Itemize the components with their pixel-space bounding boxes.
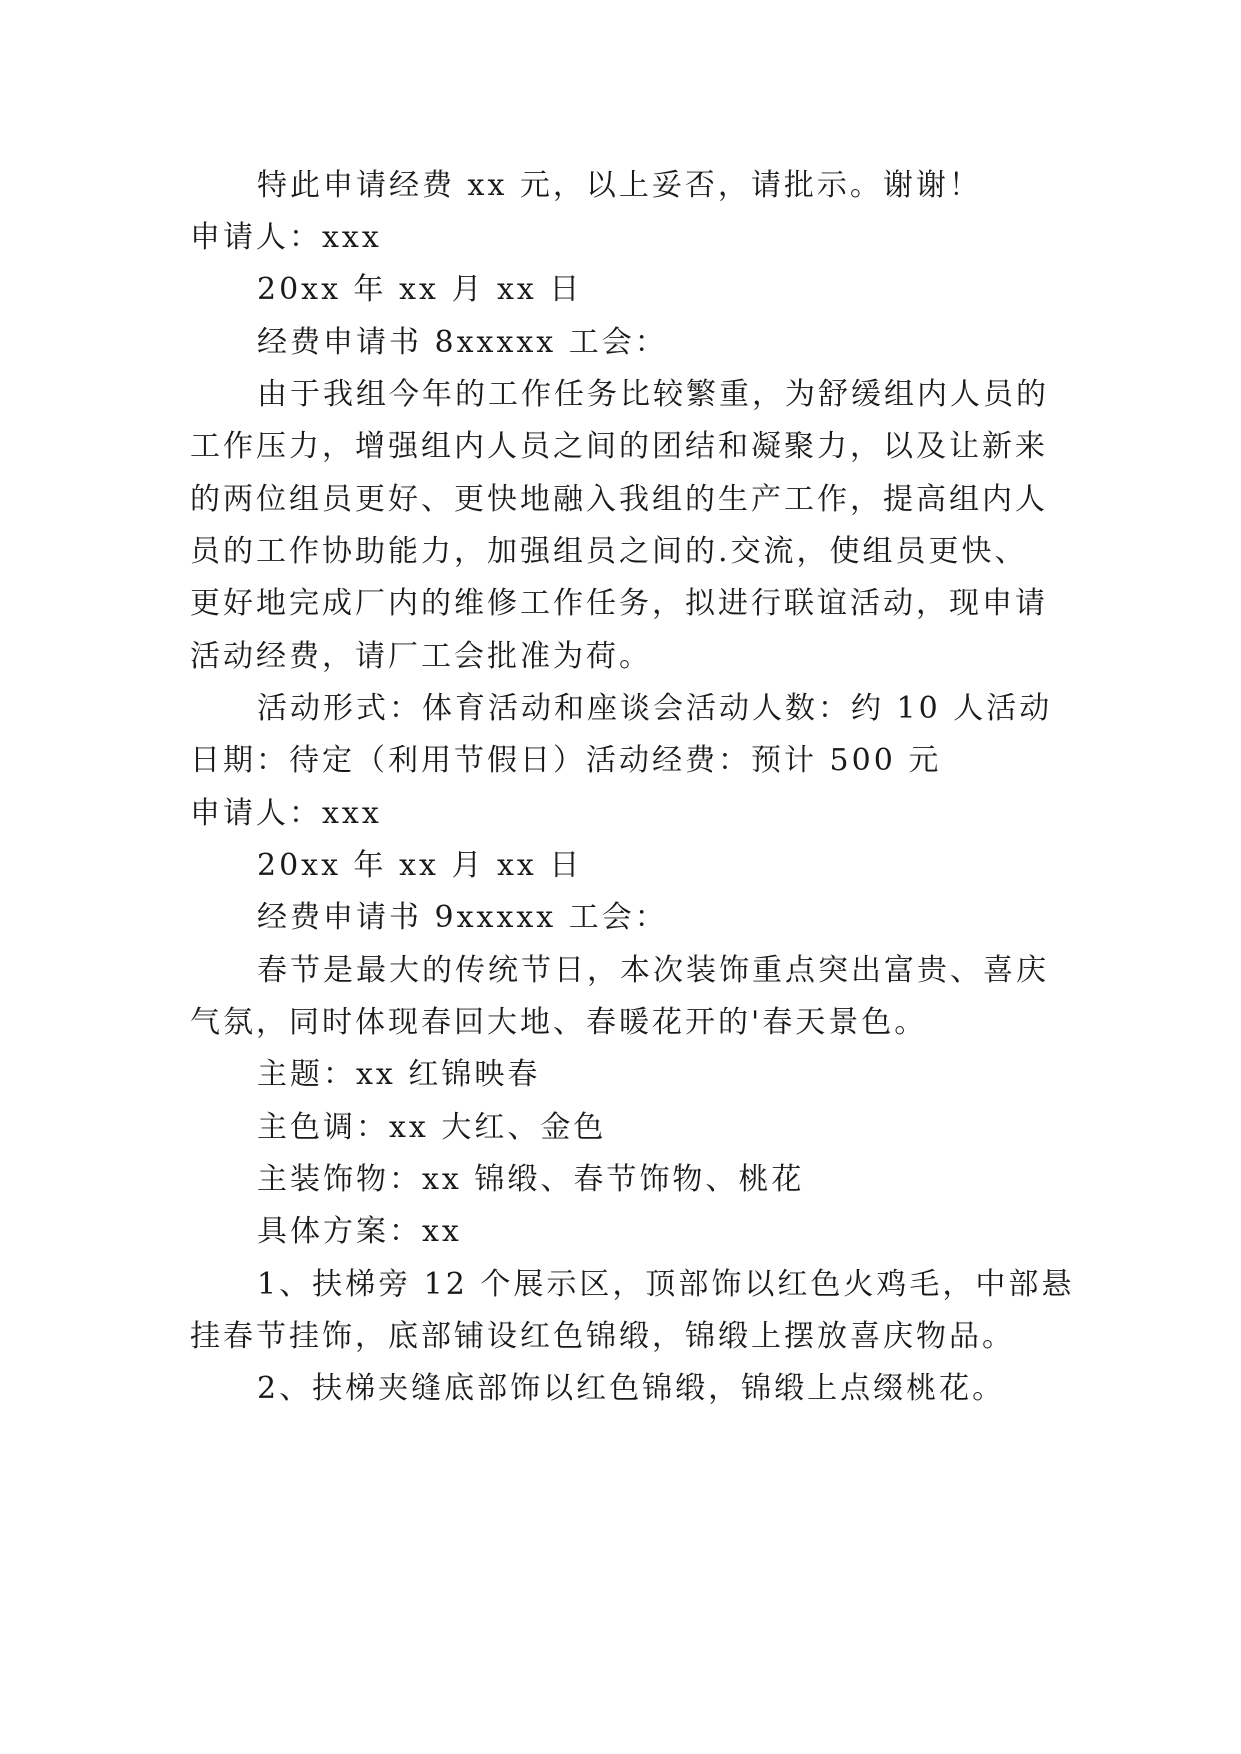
text-line: 特此申请经费 xx 元，以上妥否，请批示。谢谢！ [257,168,982,203]
text-line: 员的工作协助能力，加强组员之间的.交流，使组员更快、 [190,534,1028,569]
text-line: 2、扶梯夹缝底部饰以红色锦缎，锦缎上点缀桃花。 [257,1371,1006,1406]
text-line: 申请人：xxx [190,220,382,255]
text-line: 的两位组员更好、更快地融入我组的生产工作，提高组内人 [190,482,1048,517]
text-line: 挂春节挂饰，底部铺设红色锦缎，锦缎上摆放喜庆物品。 [190,1319,1015,1354]
text-line: 主色调：xx 大红、金色 [257,1110,607,1145]
text-line: 活动形式：体育活动和座谈会活动人数：约 10 人活动 [257,691,1053,726]
text-line: 1、扶梯旁 12 个展示区，顶部饰以红色火鸡毛，中部悬 [257,1267,1075,1302]
text-line: 经费申请书 9xxxxx 工会： [257,900,668,935]
text-line: 活动经费，请厂工会批准为荷。 [190,639,652,674]
text-line: 主题：xx 红锦映春 [257,1057,541,1092]
text-line: 日期：待定（利用节假日）活动经费：预计 500 元 [190,743,942,778]
text-line: 经费申请书 8xxxxx 工会： [257,325,668,360]
text-line: 主装饰物：xx 锦缎、春节饰物、桃花 [257,1162,805,1197]
text-line: 申请人：xxx [190,796,382,831]
text-line: 春节是最大的传统节日，本次装饰重点突出富贵、喜庆 [257,953,1049,988]
text-line: 更好地完成厂内的维修工作任务，拟进行联谊活动，现申请 [190,586,1048,621]
text-line: 20xx 年 xx 月 xx 日 [257,272,583,307]
text-line: 气氛，同时体现春回大地、春暖花开的'春天景色。 [190,1005,928,1040]
text-line: 由于我组今年的工作任务比较繁重，为舒缓组内人员的 [257,377,1049,412]
text-line: 20xx 年 xx 月 xx 日 [257,848,583,883]
text-line: 工作压力，增强组内人员之间的团结和凝聚力，以及让新来 [190,429,1048,464]
text-line: 具体方案：xx [257,1214,462,1249]
